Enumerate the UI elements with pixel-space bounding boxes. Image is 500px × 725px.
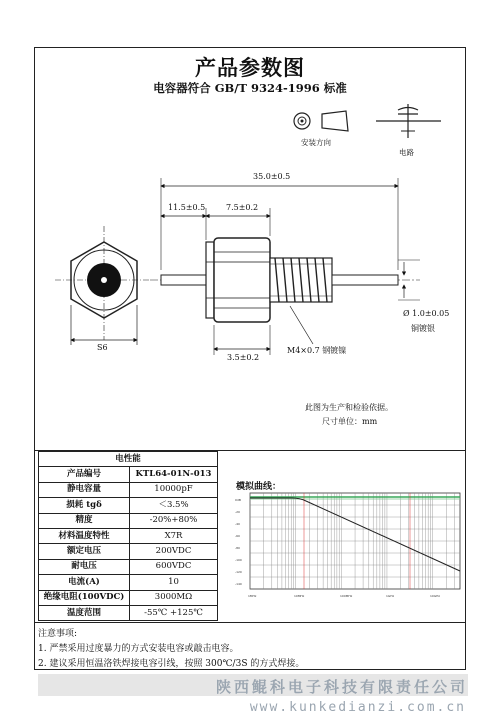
table-row: [39, 590, 218, 605]
dim-body: 7.5±0.2: [226, 203, 259, 212]
table-row: [39, 513, 218, 528]
svg-text:-140: -140: [235, 582, 242, 586]
table-row: [39, 575, 218, 590]
table-row: [39, 559, 218, 574]
table-header-row: [39, 452, 218, 467]
svg-text:-80: -80: [235, 546, 240, 550]
param-key: 精度: [39, 513, 130, 528]
svg-text:1GHz: 1GHz: [386, 594, 395, 598]
svg-text:100MHz: 100MHz: [340, 594, 353, 598]
dim-hex: S6: [97, 343, 108, 352]
table-row: [39, 482, 218, 497]
notes-title: 注意事项:: [38, 629, 78, 639]
table-row: [39, 467, 218, 482]
parameter-table: [38, 451, 218, 621]
svg-text:-40: -40: [235, 522, 240, 526]
param-value: 10000pF: [130, 482, 218, 497]
lead-diameter: Ø 1.0±0.05: [403, 309, 450, 318]
basis-note: 此图为生产和检验依据。: [305, 403, 393, 412]
param-key: 温度范围: [39, 605, 130, 620]
param-value: 3000MΩ: [130, 590, 218, 605]
param-key: 静电容量: [39, 482, 130, 497]
dim-total: 35.0±0.5: [253, 172, 291, 181]
param-key: 材料温度特性: [39, 528, 130, 543]
param-key: 绝缘电阻(100VDC): [39, 590, 130, 605]
notes-divider: [34, 622, 466, 623]
param-value: -20%+80%: [130, 513, 218, 528]
dim-thread-length: 3.5±0.2: [227, 353, 260, 362]
table-row: [39, 498, 218, 513]
standard-subtitle: 电容器符合 GB/T 9324-1996 标准: [153, 81, 347, 95]
svg-text:10GHz: 10GHz: [430, 594, 440, 598]
install-direction-label: 安装方向: [301, 138, 331, 147]
circuit-label: 电路: [399, 148, 414, 157]
svg-text:-100: -100: [235, 558, 242, 562]
table-row: [39, 544, 218, 559]
param-value: KTL64-01N-013: [130, 467, 218, 482]
param-key: 损耗 tgδ: [39, 498, 130, 513]
table-row: [39, 605, 218, 620]
footer-bar: [38, 674, 468, 696]
svg-text:-120: -120: [235, 570, 242, 574]
param-value: -55℃ +125℃: [130, 605, 218, 620]
note-item: 2. 建议采用恒温洛铁焊接电容引线，按照 300℃/3S 的方式焊接。: [38, 659, 305, 669]
svg-text:10MHz: 10MHz: [294, 594, 305, 598]
unit-note: 尺寸单位：mm: [322, 417, 378, 426]
table-header: 电性能: [39, 452, 218, 467]
svg-text:-60: -60: [235, 534, 240, 538]
note-item: 1. 严禁采用过度暴力的方式安装电容或敲击电容。: [38, 644, 239, 654]
svg-text:1MHz: 1MHz: [248, 594, 257, 598]
param-key: 电流(A): [39, 575, 130, 590]
url-watermark: www.kunkedianzi.com.cn: [249, 700, 466, 715]
param-key: 产品编号: [39, 467, 130, 482]
lead-material: 铜镀银: [411, 324, 435, 333]
param-value: X7R: [130, 528, 218, 543]
simulation-curve-chart: [234, 491, 462, 601]
dim-left: 11.5±0.5: [168, 203, 206, 212]
param-value: 10: [130, 575, 218, 590]
param-value: 600VDC: [130, 559, 218, 574]
thread-spec: M4×0.7 钢镀镍: [287, 346, 347, 355]
param-key: 耐电压: [39, 559, 130, 574]
svg-text:-20: -20: [235, 510, 240, 514]
install-direction-icon: [294, 111, 348, 131]
curve-title: 模拟曲线：: [236, 482, 282, 492]
param-key: 额定电压: [39, 544, 130, 559]
company-watermark: 陕西鲲科电子科技有限责任公司: [215, 678, 468, 696]
hex-end-view: [55, 226, 150, 345]
param-value: 200VDC: [130, 544, 218, 559]
svg-text:0dB: 0dB: [235, 498, 241, 502]
param-value: ＜3.5%: [130, 498, 218, 513]
page-title: 产品参数图: [195, 55, 305, 80]
capacitor-circuit-icon: [376, 104, 441, 138]
table-row: [39, 528, 218, 543]
